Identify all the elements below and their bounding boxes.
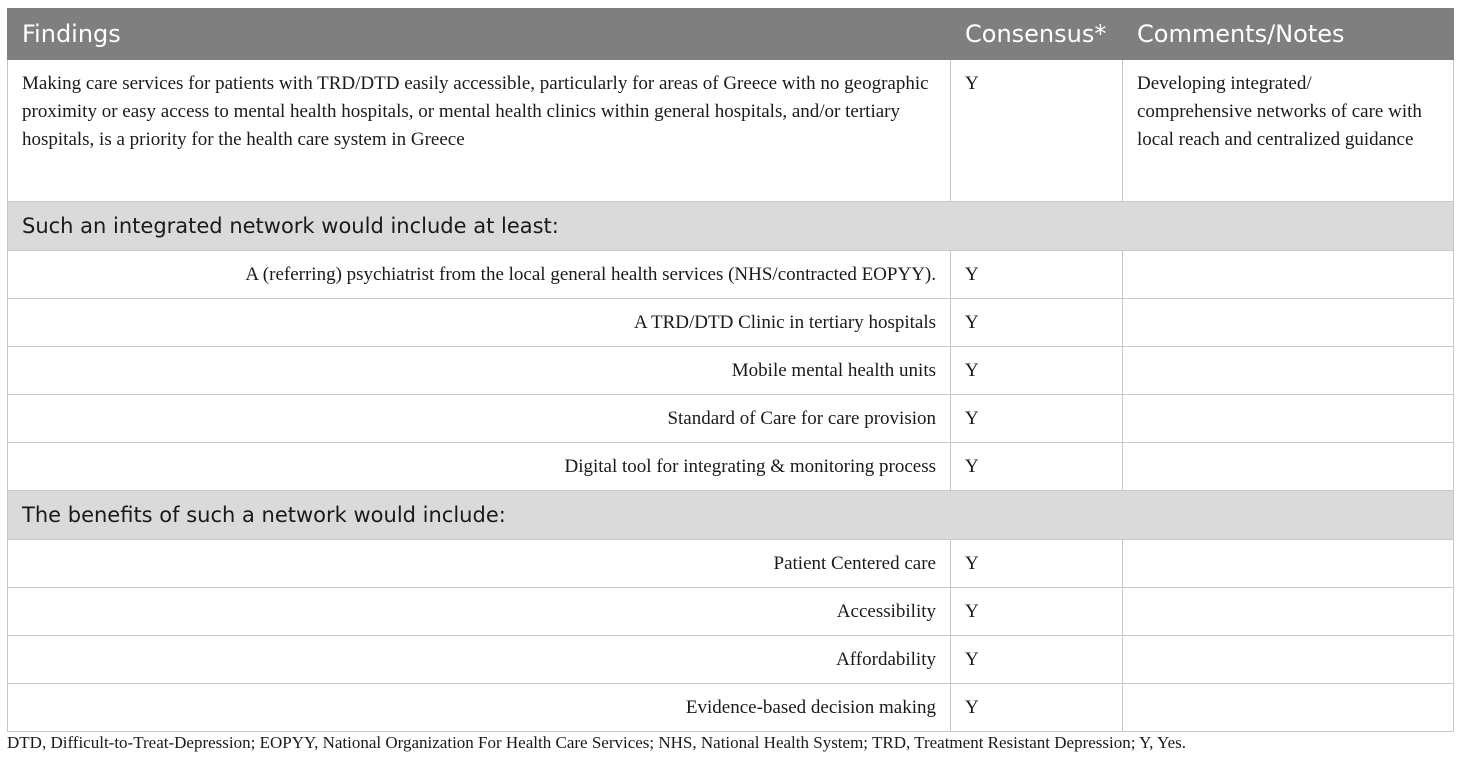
table-header-row: [8, 9, 1454, 60]
header-comments-notes: Comments/Notes: [1123, 9, 1454, 60]
consensus-cell: Y: [951, 636, 1123, 684]
finding-cell: Standard of Care for care provision: [8, 395, 951, 443]
notes-cell: Developing integrated/ comprehensive networks of care with local reach and centralized guidance: [1123, 60, 1454, 202]
finding-cell: Digital tool for integrating & monitoring process: [8, 443, 951, 491]
table-footnote: DTD, Difficult-to-Treat-Depression; EOPYY, National Organization For Health Care Services; NHS, National Health System; TRD, Treatment Resistant Depression; Y, Yes.: [7, 733, 1187, 752]
notes-cell: [1123, 443, 1454, 491]
consensus-cell: Y: [951, 540, 1123, 588]
consensus-cell: Y: [951, 347, 1123, 395]
table-row: [8, 299, 1454, 347]
finding-cell: A TRD/DTD Clinic in tertiary hospitals: [8, 299, 951, 347]
section-title: Such an integrated network would include at least:: [8, 202, 1454, 251]
consensus-cell: Y: [951, 299, 1123, 347]
table-row: [8, 347, 1454, 395]
table-row: [8, 395, 1454, 443]
section-title: The benefits of such a network would include:: [8, 491, 1454, 540]
finding-cell: Patient Centered care: [8, 540, 951, 588]
section-header-row: [8, 202, 1454, 251]
table-row: [8, 684, 1454, 732]
finding-cell: Accessibility: [8, 588, 951, 636]
header-consensus: Consensus*: [951, 9, 1123, 60]
notes-cell: [1123, 347, 1454, 395]
consensus-cell: Y: [951, 395, 1123, 443]
finding-cell: Affordability: [8, 636, 951, 684]
table-row: [8, 60, 1454, 202]
consensus-cell: Y: [951, 588, 1123, 636]
header-findings: Findings: [8, 9, 951, 60]
finding-cell: Mobile mental health units: [8, 347, 951, 395]
finding-cell: Making care services for patients with TRD/DTD easily accessible, particularly for areas of Greece with no geographic proximity or easy access to mental health hospitals, or mental health clinics within general hospitals, and/or tertiary hospitals, is a priority for the health care system in Greece: [8, 60, 951, 202]
table-row: [8, 636, 1454, 684]
table-row: [8, 588, 1454, 636]
table-row: [8, 251, 1454, 299]
finding-cell: A (referring) psychiatrist from the local general health services (NHS/contracted EOPYY).: [8, 251, 951, 299]
notes-cell: [1123, 684, 1454, 732]
consensus-cell: Y: [951, 684, 1123, 732]
section-header-row: [8, 491, 1454, 540]
finding-cell: Evidence-based decision making: [8, 684, 951, 732]
notes-cell: [1123, 636, 1454, 684]
consensus-cell: Y: [951, 60, 1123, 202]
notes-cell: [1123, 588, 1454, 636]
notes-cell: [1123, 299, 1454, 347]
notes-cell: [1123, 540, 1454, 588]
consensus-cell: Y: [951, 443, 1123, 491]
table-row: [8, 443, 1454, 491]
consensus-table: [7, 8, 1454, 732]
notes-cell: [1123, 251, 1454, 299]
notes-cell: [1123, 395, 1454, 443]
consensus-cell: Y: [951, 251, 1123, 299]
table-row: [8, 540, 1454, 588]
